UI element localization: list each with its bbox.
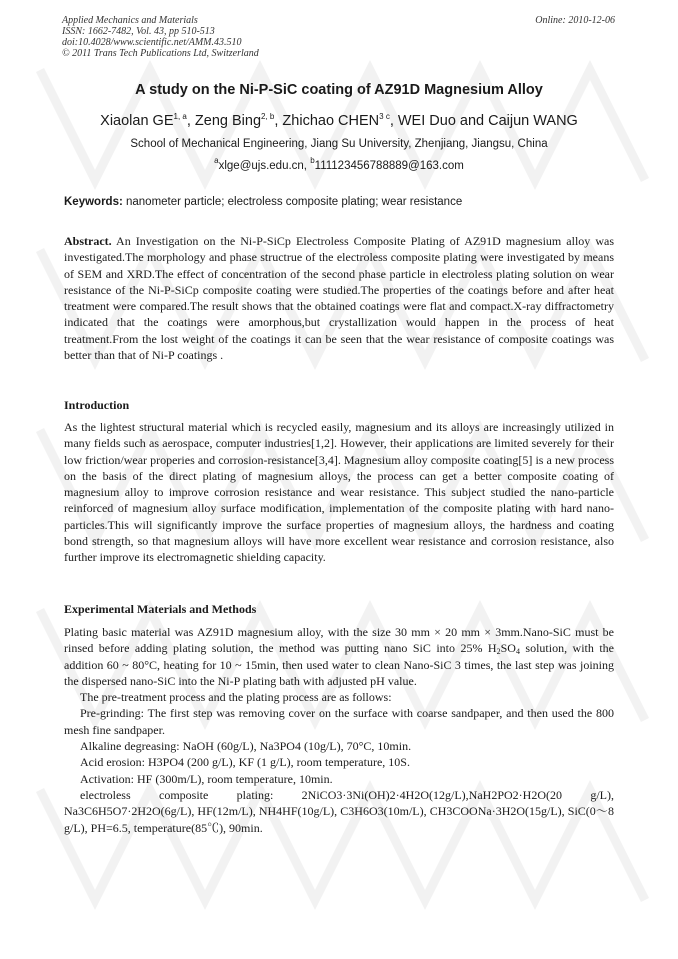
affiliation: School of Mechanical Engineering, Jiang Su University, Zhenjiang, Jiangsu, China — [130, 138, 548, 150]
methods-paragraph — [64, 624, 614, 689]
subscript: 2 — [496, 647, 501, 657]
journal-doi: doi:10.4028/www.scientific.net/AMM.43.510 — [62, 37, 242, 48]
subscript: 4 — [515, 647, 520, 657]
introduction-section — [64, 419, 614, 566]
author-list — [0, 113, 678, 129]
abstract-label: Abstract. — [64, 234, 112, 248]
keywords-text: nanometer particle; electroless composite plating; wear resistance — [122, 196, 463, 208]
online-date: Online: 2010-12-06 — [535, 15, 615, 26]
section-heading-methods: Experimental Materials and Methods — [64, 602, 257, 616]
author-emails — [0, 156, 678, 172]
author-superscript: 3 c — [379, 112, 390, 121]
abstract-text: An Investigation on the Ni-P-SiCp Electroless Composite Plating of AZ91D magnesium alloy was investigated.The morphology and phase structrue of the electroless composite plating were investigated by means of SEM and XRD.The effect of concentration of the second phase particle in electroless plating solution on wear resistance of the Ni-P-SiCp composite coating were studied.The properties of the coatings before and after heat treatment were compared.The result shows that the obtained coatings were flat and compact.X-ray diffractometry indicated that the coatings were amorphous,but crystallization would happen in the process of heat treatment.From the lost weight of the coatings it can be seen that the wear resistance of composite coatings was better than that of Ni-P coatings . — [64, 234, 614, 363]
section-heading-introduction: Introduction — [64, 398, 130, 412]
paper-title: A study on the Ni-P-SiC coating of AZ91D Magnesium Alloy — [135, 82, 543, 98]
author-name: , Zhichao CHEN — [274, 113, 380, 129]
methods-paragraph: Activation: HF (300m/L), room temperature, 10min. — [80, 771, 333, 786]
journal-issn: ISSN: 1662-7482, Vol. 43, pp 510-513 — [62, 26, 215, 37]
author-name: , Zeng Bing — [186, 113, 262, 129]
author-name: Xiaolan GE — [100, 113, 174, 129]
methods-paragraph: Pre-grinding: The first step was removing cover on the surface with coarse sandpaper, and then used the 800 mesh fine sandpaper. — [64, 706, 614, 737]
methods-text: solution, with the addition 60 ~ 80°C, heating for 10 ~ 15min, then used water to clean Nano-SiC 3 times, the last step was joining the dispersed nano-SiC into the Ni-P plating bath with adjusted pH value. — [64, 641, 614, 688]
methods-section — [64, 624, 614, 836]
journal-name: Applied Mechanics and Materials — [62, 15, 198, 26]
abstract — [64, 233, 614, 363]
email-superscript: a — [214, 156, 219, 165]
email-superscript: b — [310, 156, 315, 165]
methods-paragraph: Acid erosion: H3PO4 (200 g/L), KF (1 g/L), room temperature, 10S. — [80, 755, 410, 770]
keywords — [64, 196, 462, 208]
author-superscript: 1, a — [173, 112, 187, 121]
journal-copyright: © 2011 Trans Tech Publications Ltd, Switzerland — [62, 48, 259, 59]
methods-text: Plating basic material was AZ91D magnesium alloy, with the size 30 mm × 20 mm × 3mm.Nano-SiC must be rinsed before adding plating solution, the method was putting nano SiC into 25% H — [64, 625, 614, 656]
email-address: 111123456788889@163.com — [314, 160, 464, 172]
introduction-paragraph: As the lightest structural material which is recycled easily, magnesium and its alloys are increasingly utilized in many fields such as aerospace, computer industries[1,2]. However, their applications are limited severely for their low friction/wear properies and corrosion-resistance[3,4]. Magnesium alloy composite coating[5] is a new process on the basis of the direct plating of magnesium alloys, the process can get a better composite coating of magnesium alloy to improve corrosion resistance and wear resistance. This subject studied the nano-particle reinforced of magnesium alloy surface modification, implementation of the composite plating with hard nano-particles.This will significantly improve the surface properties of magnesium alloys, the hardness and coating bond strength, so that magnesium alloys will have more excellent wear resistance and corrosion resistance, also further improve its electromagnetic shielding capacity. — [64, 420, 614, 565]
keywords-label: Keywords: — [64, 196, 123, 208]
journal-header — [62, 15, 482, 59]
methods-paragraph: The pre-treatment process and the plating process are as follows: — [80, 690, 392, 705]
author-superscript: 2, b — [261, 112, 275, 121]
methods-paragraph: electroless composite plating: 2NiCO3·3Ni(OH)2·4H2O(12g/L),NaH2PO2·H2O(20 g/L), Na3C6H5O7·2H2O(6g/L), HF(12m/L), NH4HF(10g/L), C3H6O3(10m/L), CH3COONa·3H2O(15g/L), SiC(0～8 g/L), PH=6.5, temperature(85℃), 90min. — [64, 787, 614, 835]
methods-text: SO — [500, 641, 516, 656]
email-address: xlge@ujs.edu.cn, — [218, 160, 311, 172]
methods-paragraph: Alkaline degreasing: NaOH (60g/L), Na3PO4 (10g/L), 70°C, 10min. — [80, 739, 412, 754]
author-name: , WEI Duo and Caijun WANG — [389, 113, 578, 129]
